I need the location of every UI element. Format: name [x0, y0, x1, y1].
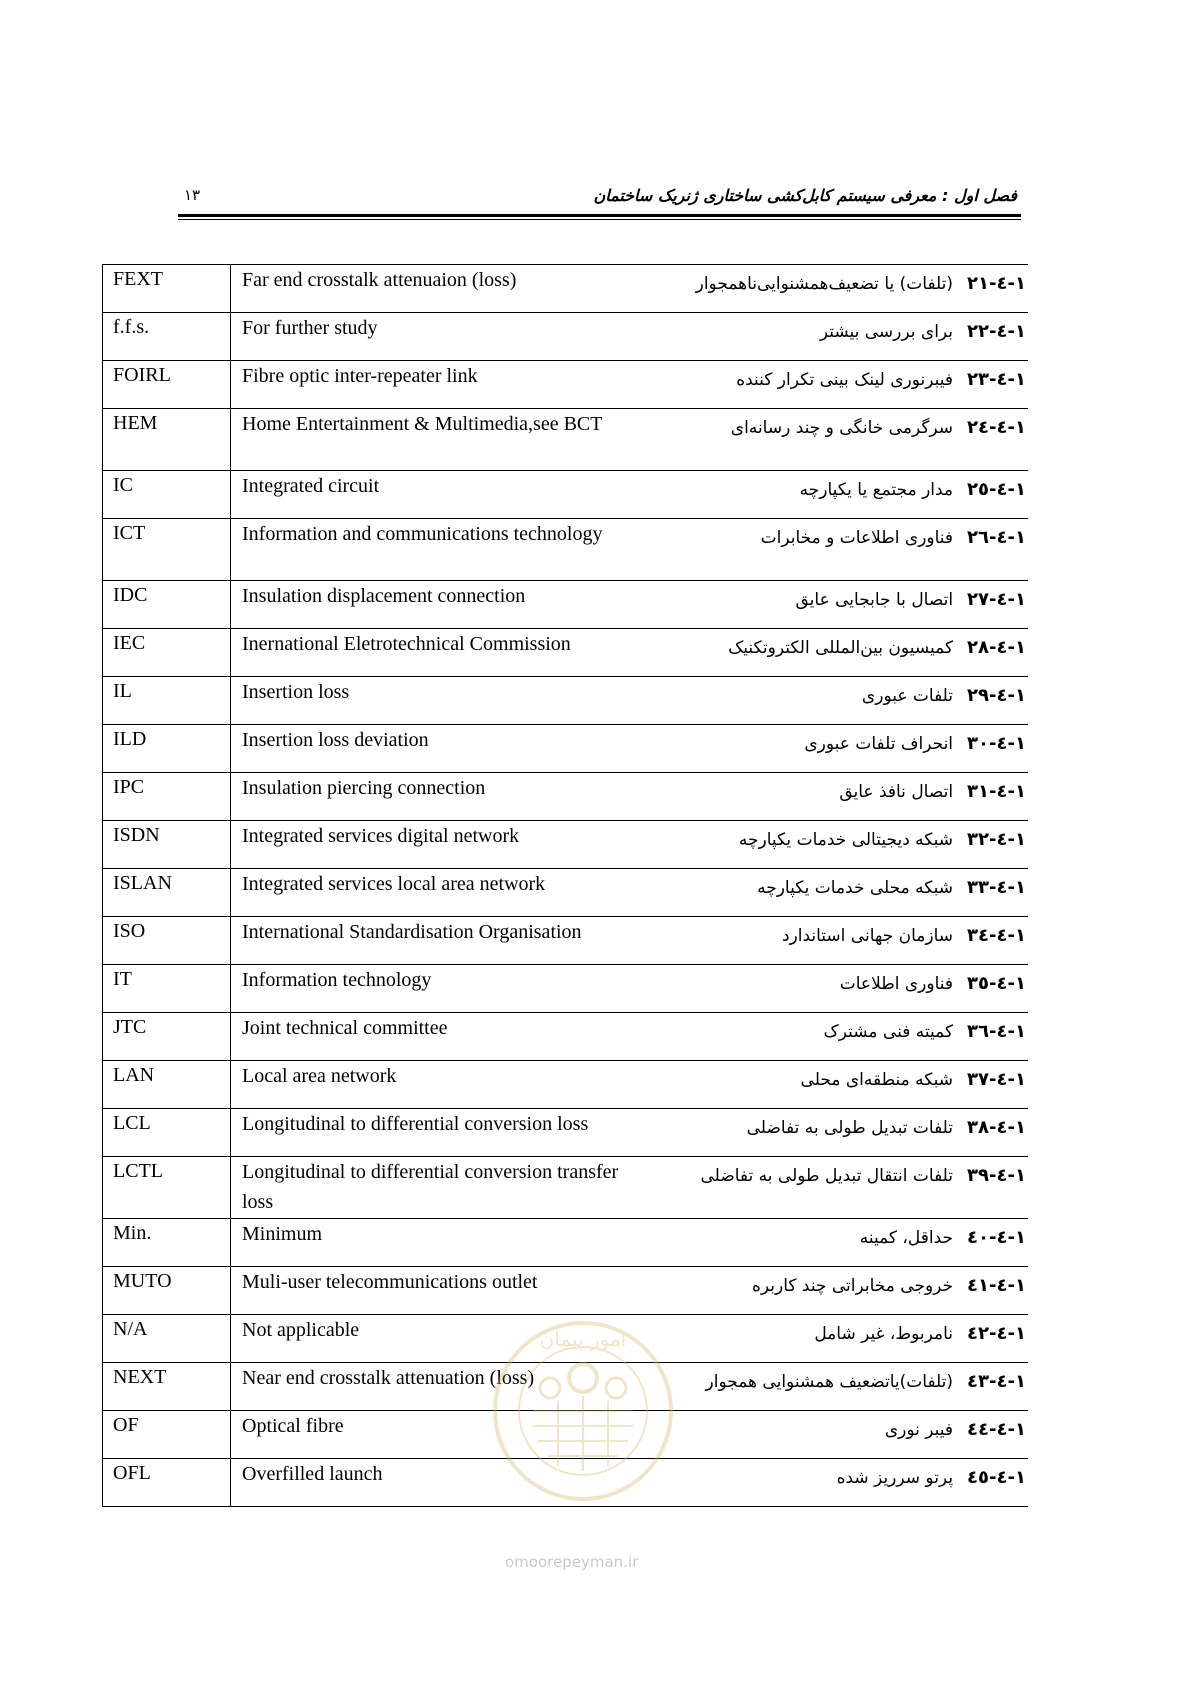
english-term-cell: Information and communications technology [231, 519, 646, 581]
abbreviation-cell: IC [103, 471, 231, 519]
table-row [103, 1109, 1029, 1157]
english-term-cell: Integrated services local area network [231, 869, 646, 917]
english-term-cell: Home Entertainment & Multimedia,see BCT [231, 409, 646, 471]
abbreviation-cell: LAN [103, 1061, 231, 1109]
english-term-cell: Insulation displacement connection [231, 581, 646, 629]
persian-term: تلفات عبوری [861, 686, 954, 706]
english-term-cell: Overfilled launch [231, 1459, 646, 1507]
persian-term: شبکه منطقه‌ای محلی [800, 1070, 954, 1090]
abbreviation-cell: OFL [103, 1459, 231, 1507]
persian-term-cell [646, 1459, 1029, 1507]
section-number: ۱-٤-٤٥ [967, 1467, 1026, 1488]
chapter-title: فصل اول : معرفی سیستم کابل‌کشی ساختاری ژنریک ساختمان [593, 186, 1017, 205]
abbreviation-cell: HEM [103, 409, 231, 471]
persian-term: مدار مجتمع یا یکپارچه [799, 480, 954, 500]
table-row [103, 821, 1029, 869]
persian-term: برای بررسی بیشتر [819, 322, 954, 342]
table-row [103, 1267, 1029, 1315]
english-term-cell: Fibre optic inter-repeater link [231, 361, 646, 409]
abbreviation-cell: Min. [103, 1219, 231, 1267]
abbreviation-cell: ILD [103, 725, 231, 773]
persian-term-cell [646, 917, 1029, 965]
section-number: ۱-٤-٤۲ [967, 1323, 1026, 1344]
abbreviation-cell: FOIRL [103, 361, 231, 409]
table-row [103, 409, 1029, 471]
persian-term: اتصال نافذ عایق [839, 782, 954, 802]
persian-term-cell [646, 519, 1029, 581]
persian-term-cell [646, 1157, 1029, 1219]
page-header [178, 180, 1021, 220]
abbreviation-cell: IT [103, 965, 231, 1013]
watermark-seal-label: امور پیمان [539, 1327, 627, 1351]
abbreviation-cell: LCL [103, 1109, 231, 1157]
table-row [103, 581, 1029, 629]
persian-term-cell [646, 1219, 1029, 1267]
persian-term: کمیته فنی مشترک [823, 1022, 954, 1042]
english-term-cell: Integrated services digital network [231, 821, 646, 869]
persian-term: (تلفات) یا تضعیف‌همشنوایی‌ناهمجوار [695, 274, 954, 294]
table-row [103, 265, 1029, 313]
persian-term-cell [646, 409, 1029, 471]
english-term-cell: Near end crosstalk attenuation (loss) [231, 1363, 646, 1411]
section-number: ۱-٤-۲۱ [967, 273, 1026, 294]
abbreviation-cell: ISDN [103, 821, 231, 869]
abbreviation-cell: MUTO [103, 1267, 231, 1315]
section-number: ۱-٤-۳۱ [967, 781, 1026, 802]
table-row [103, 917, 1029, 965]
english-term-cell: Muli-user telecommunications outlet [231, 1267, 646, 1315]
persian-term-cell [646, 1109, 1029, 1157]
table-row [103, 313, 1029, 361]
persian-term: فناوری اطلاعات [839, 974, 954, 994]
abbreviation-cell: N/A [103, 1315, 231, 1363]
table-row [103, 1157, 1029, 1219]
section-number: ۱-٤-۲٥ [967, 479, 1026, 500]
section-number: ۱-٤-۳٥ [967, 973, 1026, 994]
english-term-cell: Joint technical committee [231, 1013, 646, 1061]
persian-term: انحراف تلفات عبوری [804, 734, 954, 754]
section-number: ۱-٤-۲۹ [967, 685, 1026, 706]
persian-term: تلفات تبدیل طولی به تفاضلی [746, 1118, 954, 1138]
abbreviation-cell: IPC [103, 773, 231, 821]
persian-term-cell [646, 265, 1029, 313]
section-number: ۱-٤-۲٦ [967, 527, 1026, 548]
english-term-cell: Minimum [231, 1219, 646, 1267]
section-number: ۱-٤-۲۸ [967, 637, 1026, 658]
english-term-cell: Local area network [231, 1061, 646, 1109]
page-number: ۱۳ [184, 186, 201, 204]
abbreviation-cell: FEXT [103, 265, 231, 313]
persian-term-cell [646, 581, 1029, 629]
section-number: ۱-٤-۳۰ [967, 733, 1026, 754]
abbreviation-cell: ISO [103, 917, 231, 965]
english-term-cell: Longitudinal to differential conversion loss [231, 1109, 646, 1157]
section-number: ۱-٤-٤۱ [967, 1275, 1026, 1296]
section-number: ۱-٤-۲۷ [967, 589, 1026, 610]
table-row [103, 773, 1029, 821]
section-number: ۱-٤-۲۲ [967, 321, 1026, 342]
abbreviation-cell: f.f.s. [103, 313, 231, 361]
table-row [103, 1459, 1029, 1507]
english-term-cell: Insertion loss [231, 677, 646, 725]
persian-term-cell [646, 725, 1029, 773]
abbreviation-cell: NEXT [103, 1363, 231, 1411]
table-row [103, 725, 1029, 773]
persian-term-cell [646, 471, 1029, 519]
persian-term: فیبر نوری [884, 1420, 954, 1440]
persian-term-cell [646, 1013, 1029, 1061]
table-row [103, 1315, 1029, 1363]
persian-term: سرگرمی خانگی و چند رسانه‌ای [730, 418, 954, 438]
english-term-cell: Information technology [231, 965, 646, 1013]
section-number: ۱-٤-۳٤ [967, 925, 1026, 946]
persian-term: اتصال با جابجایی عایق [795, 590, 954, 610]
table-row [103, 1411, 1029, 1459]
persian-term-cell [646, 361, 1029, 409]
table-row [103, 361, 1029, 409]
persian-term: (تلفات)یاتضعیف همشنوایی همجوار [705, 1372, 954, 1392]
abbreviation-cell: JTC [103, 1013, 231, 1061]
english-term-cell: Not applicable [231, 1315, 646, 1363]
persian-term-cell [646, 1315, 1029, 1363]
english-term-cell: Integrated circuit [231, 471, 646, 519]
abbreviation-cell: ICT [103, 519, 231, 581]
section-number: ۱-٤-۲۳ [967, 369, 1026, 390]
persian-term: فناوری اطلاعات و مخابرات [760, 528, 954, 548]
abbreviation-cell: IDC [103, 581, 231, 629]
abbreviation-cell: ISLAN [103, 869, 231, 917]
persian-term: پرتو سرریز شده [836, 1468, 954, 1488]
persian-term-cell [646, 629, 1029, 677]
persian-term: شبکه محلی خدمات یکپارچه [757, 878, 954, 898]
abbreviation-cell: OF [103, 1411, 231, 1459]
persian-term-cell [646, 965, 1029, 1013]
section-number: ۱-٤-٤٤ [967, 1419, 1026, 1440]
table-row [103, 1363, 1029, 1411]
english-term-cell: Insertion loss deviation [231, 725, 646, 773]
persian-term: حداقل، کمینه [859, 1228, 954, 1248]
table-row [103, 965, 1029, 1013]
persian-term-cell [646, 677, 1029, 725]
persian-term: سازمان جهانی استاندارد [781, 926, 954, 946]
abbreviation-cell: IEC [103, 629, 231, 677]
watermark-site: omoorepeyman.ir [505, 1553, 639, 1571]
persian-term-cell [646, 313, 1029, 361]
table-row [103, 869, 1029, 917]
section-number: ۱-٤-۲٤ [967, 417, 1026, 438]
persian-term-cell [646, 821, 1029, 869]
persian-term: فیبرنوری لینک بینی تکرار کننده [736, 370, 954, 390]
table-row [103, 1013, 1029, 1061]
abbreviation-cell: LCTL [103, 1157, 231, 1219]
section-number: ۱-٤-۳۸ [967, 1117, 1026, 1138]
english-term-cell: Longitudinal to differential conversion transfer loss [231, 1157, 646, 1219]
section-number: ۱-٤-٤۰ [967, 1227, 1026, 1248]
persian-term-cell [646, 1411, 1029, 1459]
persian-term: نامربوط، غیر شامل [814, 1324, 954, 1344]
table-row [103, 1219, 1029, 1267]
section-number: ۱-٤-۳۲ [967, 829, 1026, 850]
abbreviation-table [102, 264, 1028, 1507]
persian-term: خروجی مخابراتی چند کاربره [752, 1276, 954, 1296]
persian-term: کمیسیون بین‌المللی الکتروتکنیک [728, 638, 954, 658]
table-row [103, 629, 1029, 677]
english-term-cell: Inernational Eletrotechnical Commission [231, 629, 646, 677]
persian-term-cell [646, 869, 1029, 917]
section-number: ۱-٤-٤۳ [967, 1371, 1026, 1392]
table-row [103, 1061, 1029, 1109]
section-number: ۱-٤-۳۳ [967, 877, 1026, 898]
english-term-cell: For further study [231, 313, 646, 361]
english-term-cell: Insulation piercing connection [231, 773, 646, 821]
table-row [103, 519, 1029, 581]
english-term-cell: Optical fibre [231, 1411, 646, 1459]
persian-term: تلفات انتقال تبدیل طولی به تفاضلی [700, 1166, 954, 1186]
persian-term-cell [646, 773, 1029, 821]
section-number: ۱-٤-۳۹ [967, 1165, 1026, 1186]
table-row [103, 471, 1029, 519]
section-number: ۱-٤-۳۷ [967, 1069, 1026, 1090]
english-term-cell: Far end crosstalk attenuaion (loss) [231, 265, 646, 313]
abbreviation-cell: IL [103, 677, 231, 725]
persian-term-cell [646, 1267, 1029, 1315]
header-rule-thick [178, 214, 1021, 217]
english-term-cell: International Standardisation Organisation [231, 917, 646, 965]
persian-term-cell [646, 1061, 1029, 1109]
table-row [103, 677, 1029, 725]
persian-term-cell [646, 1363, 1029, 1411]
persian-term: شبکه دیجیتالی خدمات یکپارچه [738, 830, 954, 850]
header-rule-thin [178, 219, 1021, 220]
section-number: ۱-٤-۳٦ [967, 1021, 1026, 1042]
